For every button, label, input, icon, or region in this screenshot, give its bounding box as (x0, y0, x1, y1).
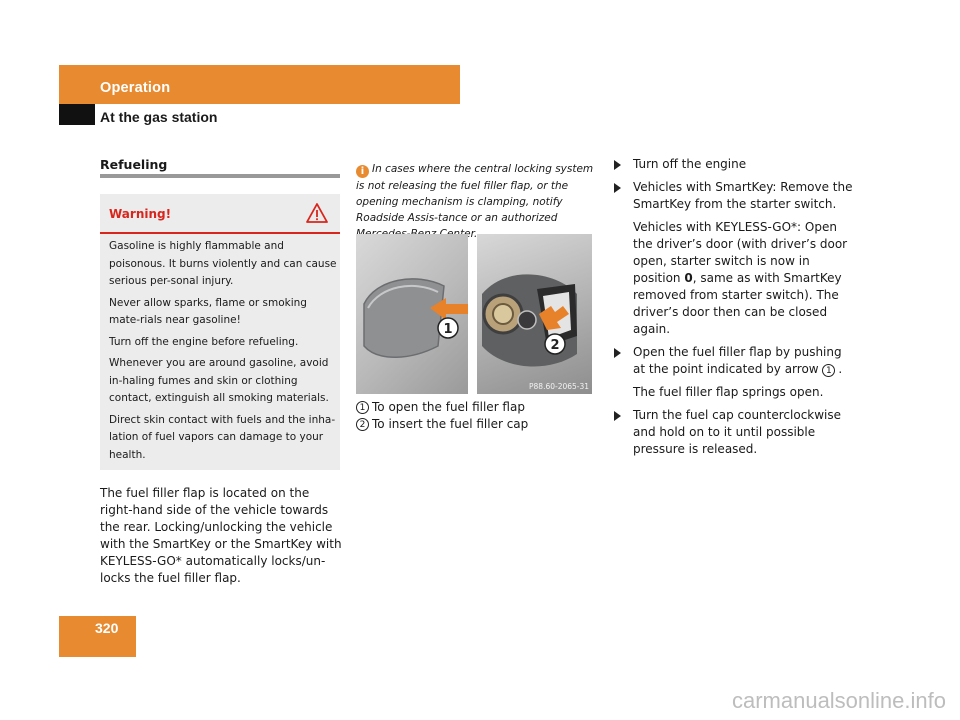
caption-text: To insert the fuel filler cap (372, 417, 529, 431)
step-text-end: . (838, 362, 843, 376)
info-note (356, 161, 598, 242)
section-title: Refueling (100, 157, 168, 172)
warning-paragraph: Direct skin contact with fuels and the inha-lation of fuel vapors can damage to your health. (109, 413, 336, 461)
caption-row (356, 399, 528, 416)
bullet-triangle-icon (614, 411, 621, 421)
bullet-triangle-icon (614, 160, 621, 170)
caption-number: 1 (356, 401, 369, 414)
step-text: Vehicles with SmartKey: Remove the SmartKey from the starter switch. (633, 180, 853, 211)
step-text: Turn off the engine (633, 157, 747, 171)
step-item (612, 407, 857, 458)
page-subtitle: At the gas station (100, 109, 218, 125)
warning-heading: Warning! (109, 207, 172, 221)
info-note-text: In cases where the central locking system is not releasing the fuel filler flap, or the opening mechanism is clamping, notify Roadside Assis-tance or an authorized (356, 163, 594, 224)
marker-1: 1 (443, 322, 453, 337)
warning-triangle-icon (306, 202, 328, 224)
page-chapter-title: Operation (100, 80, 171, 96)
info-icon: i (356, 165, 369, 178)
caption-number: 2 (356, 418, 369, 431)
step-subtext: The fuel filler flap springs open. (633, 385, 824, 399)
step-text: Turn the fuel cap counterclockwise and hold on to it until possible pressure is released. (633, 408, 842, 456)
page-number: 320 (95, 620, 119, 636)
step-item (612, 156, 857, 173)
section-divider (100, 174, 340, 178)
step-item (612, 344, 857, 378)
warning-text (109, 238, 337, 468)
step-subtext-part: , same as with SmartKey removed from starter switch). The driver’s door then can be closed again. (633, 271, 842, 336)
step-item (612, 179, 857, 213)
procedure-steps (612, 156, 857, 464)
warning-divider (100, 232, 340, 234)
warning-paragraph: Whenever you are around gasoline, avoid in-haling fumes and skin or clothing contact, extinguish all smoking materials. (109, 357, 329, 404)
figure-code: P88.60-2065-31 (529, 382, 590, 391)
caption-text: To open the fuel filler flap (372, 400, 525, 414)
fuel-flap-photo (356, 234, 468, 394)
warning-paragraph: Never allow sparks, flame or smoking mate-rials near gasoline! (109, 296, 307, 326)
warning-box (100, 194, 340, 470)
bullet-triangle-icon (614, 183, 621, 193)
step-subtext (612, 219, 857, 338)
step-subtext-part: Vehicles with KEYLESS-GO*: Open the driver’s door (with driver’s door open, starter switch is now in position (633, 220, 848, 285)
step-text: Open the fuel filler flap by pushing at the point indicated by arrow (633, 345, 842, 376)
header-tab-marker (59, 104, 95, 125)
arrow-number: 1 (822, 364, 835, 377)
fuel-flap-location-text: The fuel filler flap is located on the right-hand side of the vehicle towards the rear. Locking/unlocking the vehicle with the SmartKey or the SmartKey with KEYLESS-GO* automatically locks/un-locks the fuel filler flap. (100, 486, 342, 585)
starter-position-value: 0 (684, 271, 693, 285)
warning-paragraph: Gasoline is highly flammable and poisonous. It burns violently and can cause serious per-sonal injury. (109, 240, 337, 287)
bullet-triangle-icon (614, 348, 621, 358)
watermark: carmanualsonline.info (731, 688, 946, 713)
marker-2: 2 (550, 338, 560, 353)
caption-row (356, 416, 528, 433)
warning-paragraph: Turn off the engine before refueling. (109, 335, 299, 348)
figure-captions (356, 399, 528, 433)
fuel-cap-photo (477, 234, 592, 394)
